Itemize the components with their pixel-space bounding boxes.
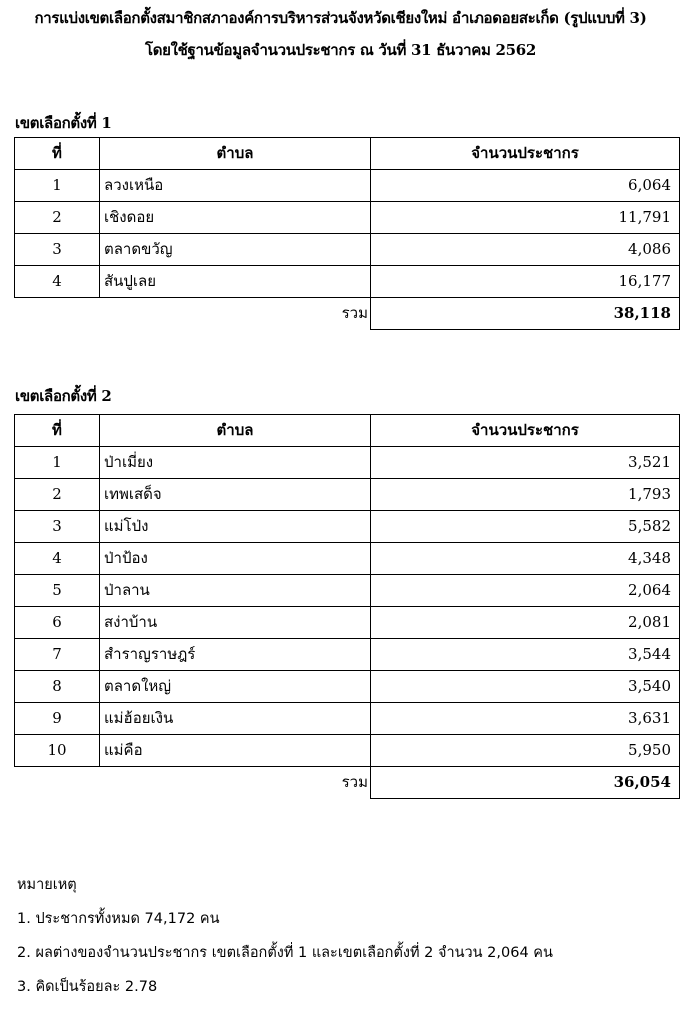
table-row xyxy=(15,575,680,607)
row-number: 6 xyxy=(15,607,100,639)
total-label: รวม xyxy=(341,304,368,323)
table-row xyxy=(15,671,680,703)
table-row xyxy=(15,735,680,767)
population-value: 4,348 xyxy=(371,543,680,575)
row-number: 3 xyxy=(15,234,100,266)
row-number: 3 xyxy=(15,511,100,543)
table-row xyxy=(15,266,680,298)
row-number: 1 xyxy=(15,447,100,479)
subdistrict-name: ตลาดขวัญ xyxy=(100,234,371,266)
row-number: 4 xyxy=(15,266,100,298)
zone1-table xyxy=(14,137,680,330)
table-row xyxy=(15,607,680,639)
total-value: 38,118 xyxy=(371,298,680,330)
population-value: 3,544 xyxy=(371,639,680,671)
table-header-row xyxy=(15,138,680,170)
header-population: จำนวนประชากร xyxy=(371,138,680,170)
table-row xyxy=(15,639,680,671)
total-value: 36,054 xyxy=(371,767,680,799)
subdistrict-name: เชิงดอย xyxy=(100,202,371,234)
population-value: 2,064 xyxy=(371,575,680,607)
subdistrict-name: ป่าเมี่ยง xyxy=(100,447,371,479)
subdistrict-name: สันปูเลย xyxy=(100,266,371,298)
population-value: 6,064 xyxy=(371,170,680,202)
header-no: ที่ xyxy=(15,415,100,447)
subdistrict-name: สง่าบ้าน xyxy=(100,607,371,639)
table-row xyxy=(15,543,680,575)
notes-section xyxy=(17,874,667,1010)
total-label: รวม xyxy=(341,773,368,792)
zone1-heading: เขตเลือกตั้งที่ 1 xyxy=(15,114,112,132)
zone2-heading: เขตเลือกตั้งที่ 2 xyxy=(15,387,112,405)
population-value: 2,081 xyxy=(371,607,680,639)
table-row xyxy=(15,703,680,735)
row-number: 5 xyxy=(15,575,100,607)
notes-heading: หมายเหตุ xyxy=(17,877,77,893)
population-value: 16,177 xyxy=(371,266,680,298)
total-row xyxy=(15,767,680,799)
subdistrict-name: แม่โป่ง xyxy=(100,511,371,543)
document-title: การแบ่งเขตเลือกตั้งสมาชิกสภาองค์การบริหารส่วนจังหวัดเชียงใหม่ อำเภอดอยสะเก็ด (รูปแบบที่ 3) xyxy=(34,9,647,27)
note-item: 3. คิดเป็นร้อยละ 2.78 xyxy=(17,979,158,995)
row-number: 7 xyxy=(15,639,100,671)
table-row xyxy=(15,202,680,234)
row-number: 10 xyxy=(15,735,100,767)
document-subtitle: โดยใช้ฐานข้อมูลจำนวนประชากร ณ วันที่ 31 ธันวาคม 2562 xyxy=(144,41,537,59)
subdistrict-name: ลวงเหนือ xyxy=(100,170,371,202)
subdistrict-name: สำราญราษฎร์ xyxy=(100,639,371,671)
table-row xyxy=(15,511,680,543)
note-item: 2. ผลต่างของจำนวนประชากร เขตเลือกตั้งที่ 1 และเขตเลือกตั้งที่ 2 จำนวน 2,064 คน xyxy=(17,945,553,961)
population-value: 11,791 xyxy=(371,202,680,234)
subdistrict-name: แม่คือ xyxy=(100,735,371,767)
population-value: 1,793 xyxy=(371,479,680,511)
population-value: 3,631 xyxy=(371,703,680,735)
population-value: 4,086 xyxy=(371,234,680,266)
header-subdistrict: ตำบล xyxy=(100,415,371,447)
subdistrict-name: ตลาดใหญ่ xyxy=(100,671,371,703)
subdistrict-name: แม่ฮ้อยเงิน xyxy=(100,703,371,735)
row-number: 2 xyxy=(15,202,100,234)
table-row xyxy=(15,170,680,202)
row-number: 4 xyxy=(15,543,100,575)
total-row xyxy=(15,298,680,330)
subdistrict-name: ป่าลาน xyxy=(100,575,371,607)
subdistrict-name: ป่าป้อง xyxy=(100,543,371,575)
header-population: จำนวนประชากร xyxy=(371,415,680,447)
population-value: 3,521 xyxy=(371,447,680,479)
row-number: 8 xyxy=(15,671,100,703)
row-number: 9 xyxy=(15,703,100,735)
header-subdistrict: ตำบล xyxy=(100,138,371,170)
header-no: ที่ xyxy=(15,138,100,170)
table-row xyxy=(15,234,680,266)
population-value: 3,540 xyxy=(371,671,680,703)
table-row xyxy=(15,479,680,511)
row-number: 1 xyxy=(15,170,100,202)
population-value: 5,582 xyxy=(371,511,680,543)
note-item: 1. ประชากรทั้งหมด 74,172 คน xyxy=(17,911,220,927)
population-value: 5,950 xyxy=(371,735,680,767)
table-row xyxy=(15,447,680,479)
subdistrict-name: เทพเสด็จ xyxy=(100,479,371,511)
zone2-table xyxy=(14,414,680,799)
row-number: 2 xyxy=(15,479,100,511)
table-header-row xyxy=(15,415,680,447)
